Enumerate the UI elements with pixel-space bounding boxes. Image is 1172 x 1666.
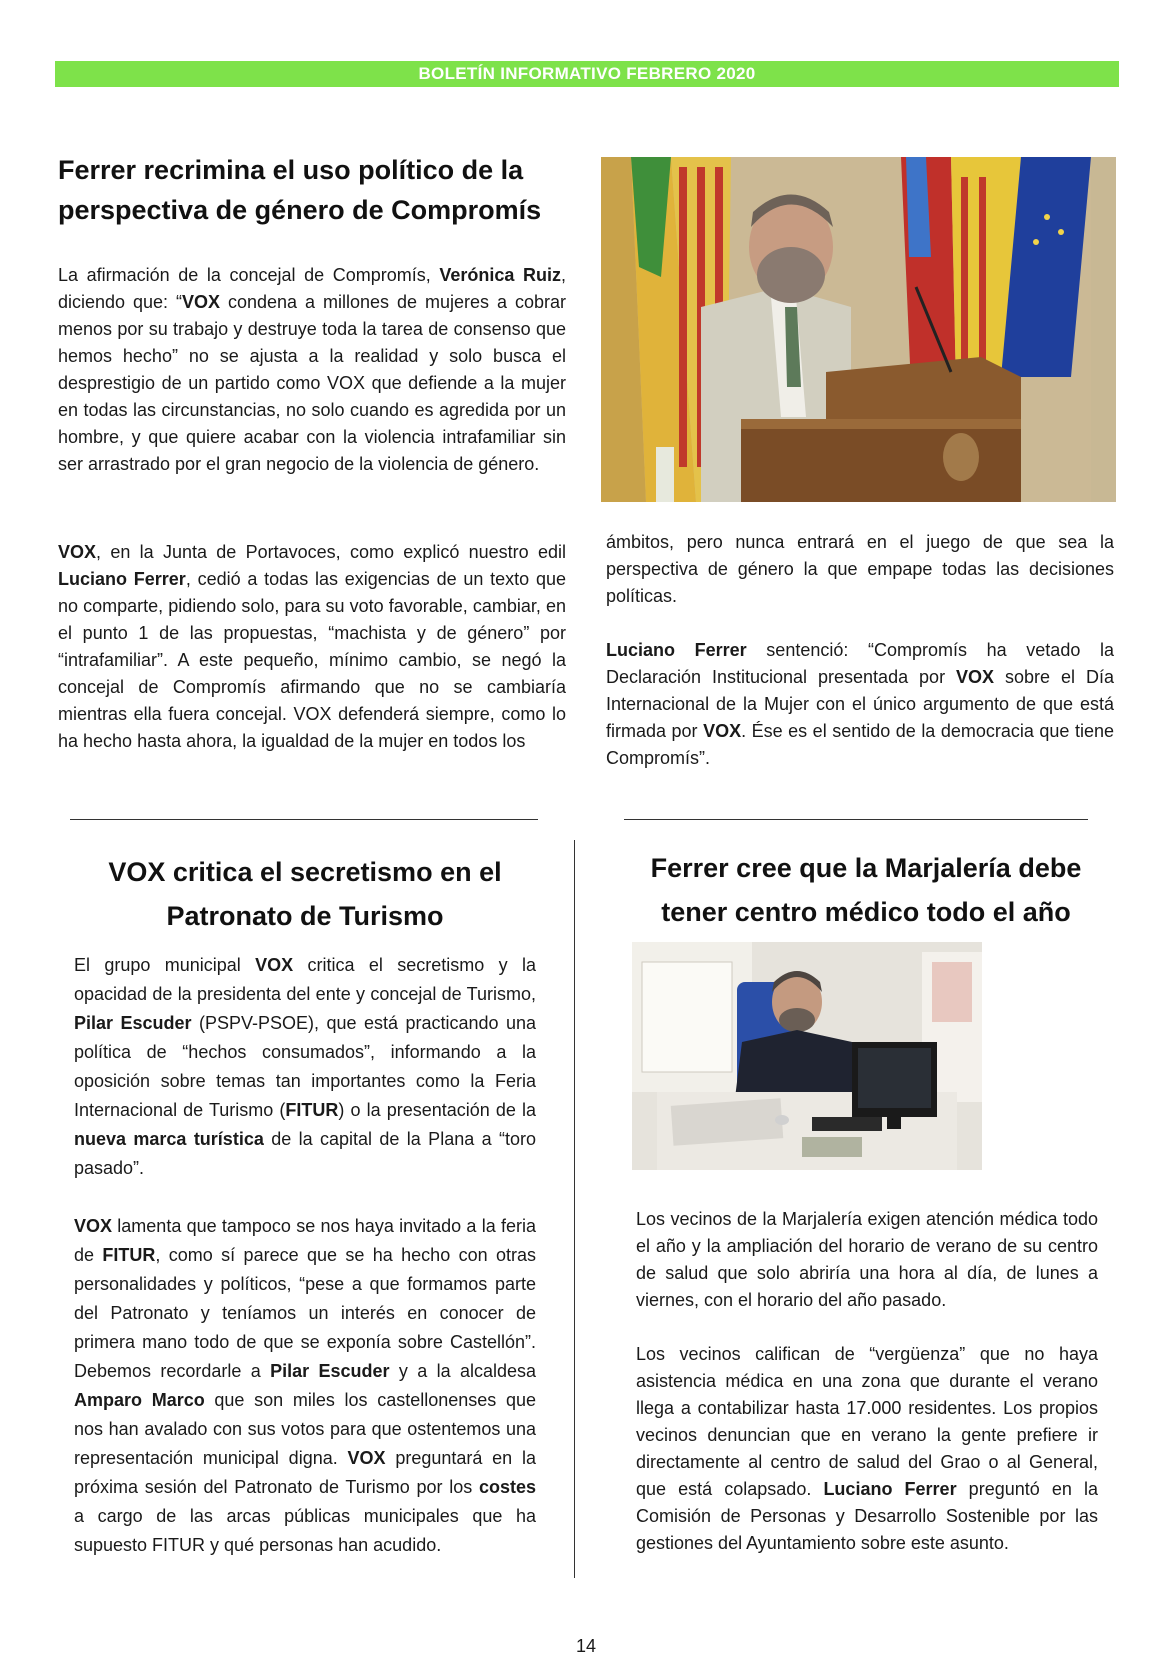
- article3-title: Ferrer cree que la Marjalería debe tener centro médico todo el año: [650, 853, 1082, 927]
- speaker-at-podium-photo: [601, 157, 1116, 502]
- bold-text: VOX: [347, 1448, 386, 1468]
- article1-column-right: [606, 529, 1114, 772]
- bold-text: VOX: [182, 292, 221, 312]
- article2-paragraph-1: El grupo municipal VOX critica el secretismo y la opacidad de la presidenta del ente y concejal de Turismo, Pilar Escuder (PSPV-PSOE), que está practicando una política de “hechos consumados”, informando a la oposición sobre temas tan importantes como la Feria Internacional de Turismo (FITUR) o la presentación de la nueva marca turística de la capital de la Plana a “toro pasado”.: [74, 955, 537, 1178]
- bold-text: Pilar Escuder: [74, 1013, 192, 1033]
- bold-text: Luciano Ferrer: [606, 640, 747, 660]
- article3-paragraph-1: Los vecinos de la Marjalería exigen atención médica todo el año y la ampliación del horario de verano de su centro de salud que solo abriría una hora al día, de lunes a viernes, con el horario del año pasado.: [636, 1209, 1098, 1310]
- bold-text: Luciano Ferrer: [823, 1479, 957, 1499]
- article1-paragraph-1: La afirmación de la concejal de Compromís, Verónica Ruiz, diciendo que: “VOX condena a millones de mujeres a cobrar menos por su trabajo y destruye toda la tarea de consenso que hemos hecho” no se ajusta a la realidad y solo busca el desprestigio de un partido como VOX que defiende a la mujer en todas las circunstancias, no solo cuando es agredida por un hombre, y que quiere acabar con la violencia intrafamiliar sin ser arrastrado por el gran negocio de la violencia de género.: [58, 265, 566, 474]
- bold-text: FITUR: [285, 1100, 339, 1120]
- bold-text: VOX: [58, 542, 97, 562]
- bold-text: VOX: [255, 955, 294, 975]
- article2-title: VOX critica el secretismo en el Patronato de Turismo: [108, 857, 502, 931]
- banner-text: BOLETÍN INFORMATIVO FEBRERO 2020: [418, 64, 756, 83]
- bold-text: Verónica Ruiz: [439, 265, 561, 285]
- article2-body: [74, 951, 536, 1560]
- divider-right: [624, 819, 1088, 820]
- article3-paragraph-2: Los vecinos califican de “vergüenza” que no haya asistencia médica en una zona que durante el verano llega a contabilizar hasta 17.000 residentes. Los propios vecinos denuncian que en verano la gente prefiere ir directamente al centro de salud del Grao o al General, que está colapsado. Luciano Ferrer preguntó en la Comisión de Personas y Desarrollo Sostenible por las gestiones del Ayuntamiento sobre este asunto.: [636, 1344, 1098, 1553]
- article1-column-left-top: [58, 262, 566, 478]
- bold-text: VOX: [74, 1216, 113, 1236]
- bold-text: costes: [478, 1477, 536, 1497]
- bold-text: Pilar Escuder: [270, 1361, 390, 1381]
- bold-text: VOX: [703, 721, 742, 741]
- article1-column-left-bottom: [58, 539, 566, 755]
- page-number: 14: [575, 1636, 597, 1656]
- bold-text: Luciano Ferrer: [58, 569, 186, 589]
- column-divider: [574, 840, 575, 1578]
- article2-paragraph-2: VOX lamenta que tampoco se nos haya invitado a la feria de FITUR, como sí parece que se ha hecho con otras personalidades y políticos, “pese a que formamos parte del Patronato y teníamos un interés en conocer de primera mano todo de que se exponía sobre Castellón”. Debemos recordarle a Pilar Escuder y a la alcaldesa Amparo Marco que son miles los castellonenses que nos han avalado con sus votos para que ostentemos una representación municipal digna. VOX preguntará en la próxima sesión del Patronato de Turismo por los costes a cargo de las arcas públicas municipales que ha supuesto FITUR y qué personas han acudido.: [74, 1216, 536, 1555]
- newsletter-banner: [55, 61, 1119, 87]
- article1-paragraph-2: VOX, en la Junta de Portavoces, como explicó nuestro edil Luciano Ferrer, cedió a todas las exigencias de un texto que no comparte, pidiendo solo, para su voto favorable, cambiar, en el punto 1 de las propuestas, “machista y de género” por “intrafamiliar”. A este pequeño, mínimo cambio, se negó la concejal de Compromís afirmando que no se cambiaría mientras ella fuera concejal. VOX defenderá siempre, como lo ha hecho hasta ahora, la igualdad de la mujer en todos los: [58, 542, 566, 751]
- bold-text: FITUR: [102, 1245, 156, 1265]
- article3-body: [636, 1206, 1098, 1557]
- bold-text: Amparo Marco: [74, 1390, 205, 1410]
- article1-paragraph-3: ámbitos, pero nunca entrará en el juego de que sea la perspectiva de género la que empape todas las decisiones políticas.: [606, 532, 1114, 606]
- divider-left: [70, 819, 538, 820]
- article1-paragraph-4: Luciano Ferrer sentenció: “Compromís ha vetado la Declaración Institucional presentada por VOX sobre el Día Internacional de la Mujer con el único argumento de que está firmada por VOX. Ése es el sentido de la democracia que tiene Compromís”.: [606, 640, 1114, 768]
- article1-title: Ferrer recrimina el uso político de la perspectiva de género de Compromís: [58, 155, 542, 225]
- bold-text: nueva marca turística: [74, 1129, 264, 1149]
- bold-text: VOX: [956, 667, 995, 687]
- man-at-office-desk-photo: [632, 942, 982, 1170]
